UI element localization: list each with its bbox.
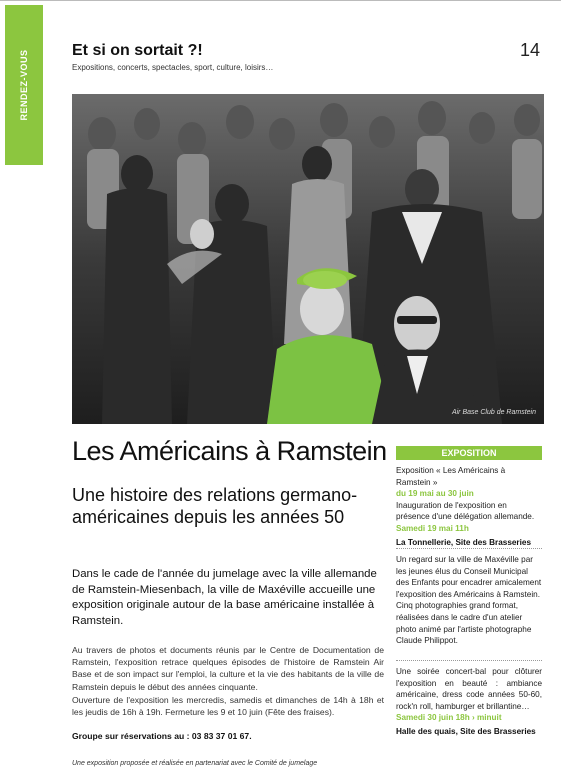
article-booking: Groupe sur réservations au : 03 83 37 01 67.	[72, 731, 252, 741]
dance-hall-photo-illustration	[72, 94, 544, 424]
article-footnote: Une exposition proposée et réalisée en partenariat avec le Comité de jumelage	[72, 760, 318, 767]
sidebar-header: EXPOSITION	[396, 446, 542, 460]
sidebar-inauguration-place: La Tonnellerie, Site des Brasseries	[396, 537, 532, 547]
top-rule	[0, 0, 561, 1]
archive-photo	[72, 94, 544, 424]
sidebar-exhibition-dates: du 19 mai au 30 juin	[396, 489, 474, 499]
section-tab-label: RENDEZ-VOUS	[19, 49, 29, 121]
sidebar-concert-time: Samedi 30 juin 18h › minuit	[396, 713, 502, 723]
photo-caption: Air Base Club de Ramstein	[451, 409, 536, 416]
sidebar-block-3	[396, 666, 542, 738]
header-title: Et si on sortait ?!	[72, 42, 203, 59]
sidebar-block-2	[396, 554, 542, 647]
article-subtitle: Une histoire des relations germano-américaines depuis les années 50	[72, 485, 358, 527]
header-subtitle: Expositions, concerts, spectacles, sport, culture, loisirs…	[72, 63, 274, 72]
sidebar-inauguration-text: Inauguration de l'exposition en présence d'une délégation allemande.	[396, 500, 535, 522]
sidebar-divider	[396, 660, 542, 661]
sidebar-inauguration-time: Samedi 19 mai 11h	[396, 523, 469, 533]
sidebar-concert-place: Halle des quais, Site des Brasseries	[396, 726, 536, 736]
sidebar-children-council-text: Un regard sur la ville de Maxéville par les jeunes élus du Conseil Municipal des Enfants pour encadrer amicalement l'exposition des Américains à Ramstein. Cinq photographies grand format, réalisées dans le cadre d'un atelier photo animé par l'artiste photographe Claude Philippot.	[396, 555, 542, 646]
sidebar-concert-text: Une soirée concert-bal pour clôturer l'exposition en beauté : ambiance américaine, dress code années 50-60, rock'n roll, hamburger et brillantine…	[396, 667, 542, 711]
sidebar-exhibition-name: Exposition « Les Américains à Ramstein »	[396, 466, 506, 487]
sidebar-block-1	[396, 465, 542, 548]
page-number: 14	[519, 40, 540, 60]
article-title: Les Américains à Ramstein	[72, 436, 387, 466]
article-lead: Dans le cade de l'année du jumelage avec la ville allemande de Ramstein-Miesenbach, la ville de Maxéville accueille une exposition originale autour de la base américaine installée à Ramstein.	[72, 568, 377, 627]
article-hours-paragraph: Ouverture de l'exposition les mercredis, samedis et dimanches de 14h à 18h et les jeudis de 16h à 19h. Fermeture les 9 et 10 juin (Fête des fraises).	[72, 695, 384, 718]
article-body-paragraph: Au travers de photos et documents réunis par le Centre de Documentation de Ramstein, l'exposition retrace quelques épisodes de l'histoire de Ramstein Air Base et de son impact sur l'emploi, la culture et la vie des habitants de la ville de Ramstein depuis le début des années cinquante.	[72, 645, 384, 692]
sidebar-divider	[396, 548, 542, 549]
section-tab	[5, 5, 43, 165]
